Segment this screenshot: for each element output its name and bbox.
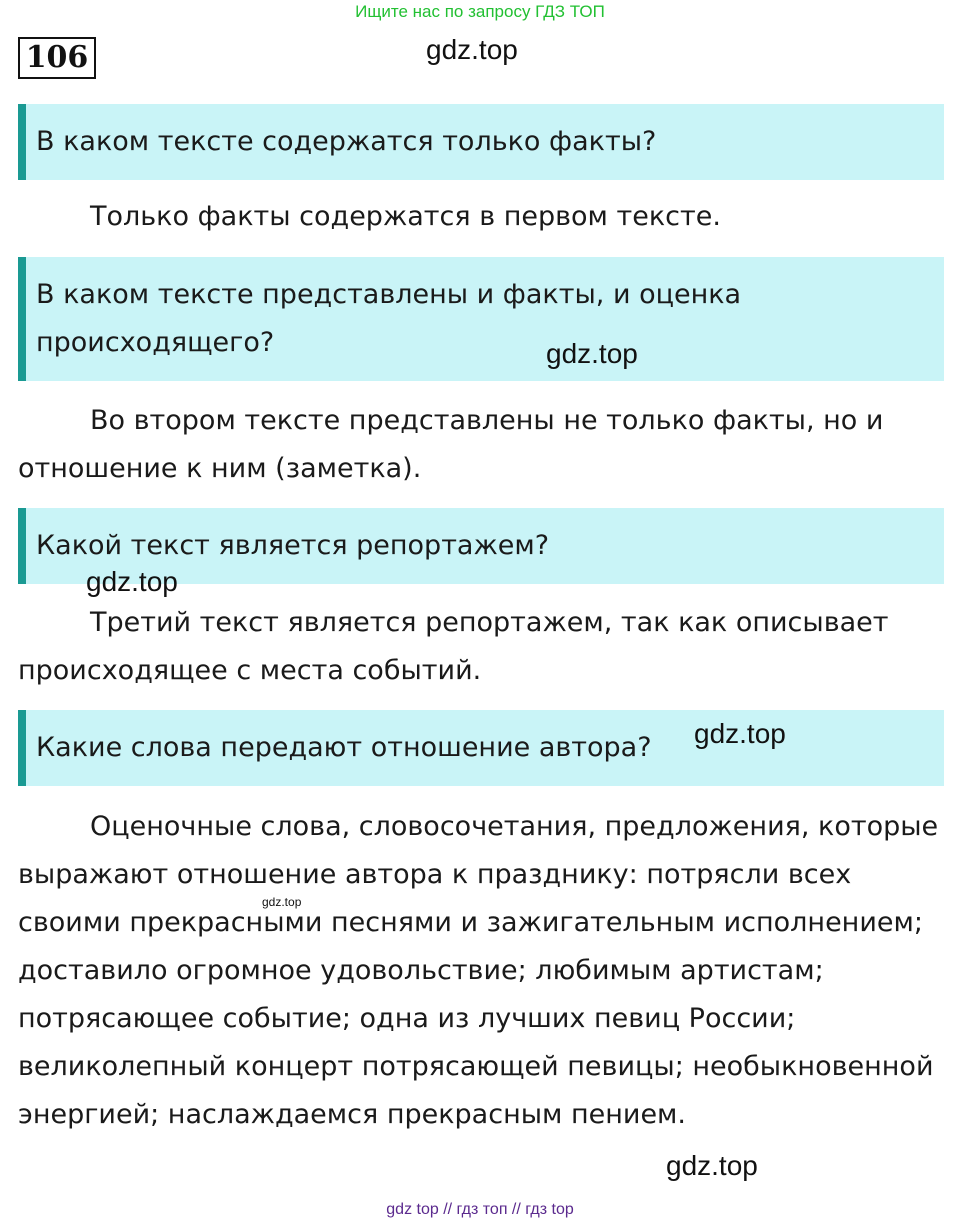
question-2-line-2: происходящего? — [36, 327, 275, 358]
question-block-1 — [18, 104, 944, 180]
watermark-small: gdz.top — [262, 895, 302, 909]
top-banner: Ищите нас по запросу ГДЗ ТОП — [355, 2, 605, 21]
answer-2-text: Во втором тексте представлены не только факты, но и отношение к ним (заметка). — [18, 405, 884, 484]
question-block-2 — [18, 257, 944, 381]
answer-4 — [18, 803, 948, 1139]
question-1-text: В каком тексте содержатся только факты? — [36, 126, 657, 157]
task-number: 106 — [18, 37, 96, 79]
answer-2 — [18, 397, 948, 493]
answer-3 — [18, 599, 948, 695]
footer-links: gdz top // гдз топ // гдз top — [386, 1201, 574, 1218]
answer-4-text: Оценочные слова, словосочетания, предложения, которые выражают отношение автора к празднику: потрясли всех своими прекрасными песнями и зажигательным исполнением; доставило огромное удовольствие; любимым артистам; потрясающее событие; одна из лучших певиц России; великолепный концерт потрясающей певицы; необыкновенной энергией; наслаждаемся прекрасным пением. — [18, 811, 939, 1130]
watermark: gdz.top — [666, 1150, 758, 1181]
watermark: gdz.top — [694, 718, 786, 749]
answer-1 — [18, 193, 948, 241]
watermark: gdz.top — [426, 34, 518, 65]
answer-3-text: Третий текст является репортажем, так как описывает происходящее с места событий. — [18, 607, 889, 686]
watermark: gdz.top — [546, 338, 638, 369]
answer-1-text: Только факты содержатся в первом тексте. — [90, 201, 721, 232]
question-2-line-1: В каком тексте представлены и факты, и оценка — [36, 279, 742, 310]
question-4-text: Какие слова передают отношение автора? — [36, 732, 652, 763]
watermark: gdz.top — [86, 566, 178, 597]
question-3-text: Какой текст является репортажем? — [36, 530, 550, 561]
question-block-4 — [18, 710, 944, 786]
